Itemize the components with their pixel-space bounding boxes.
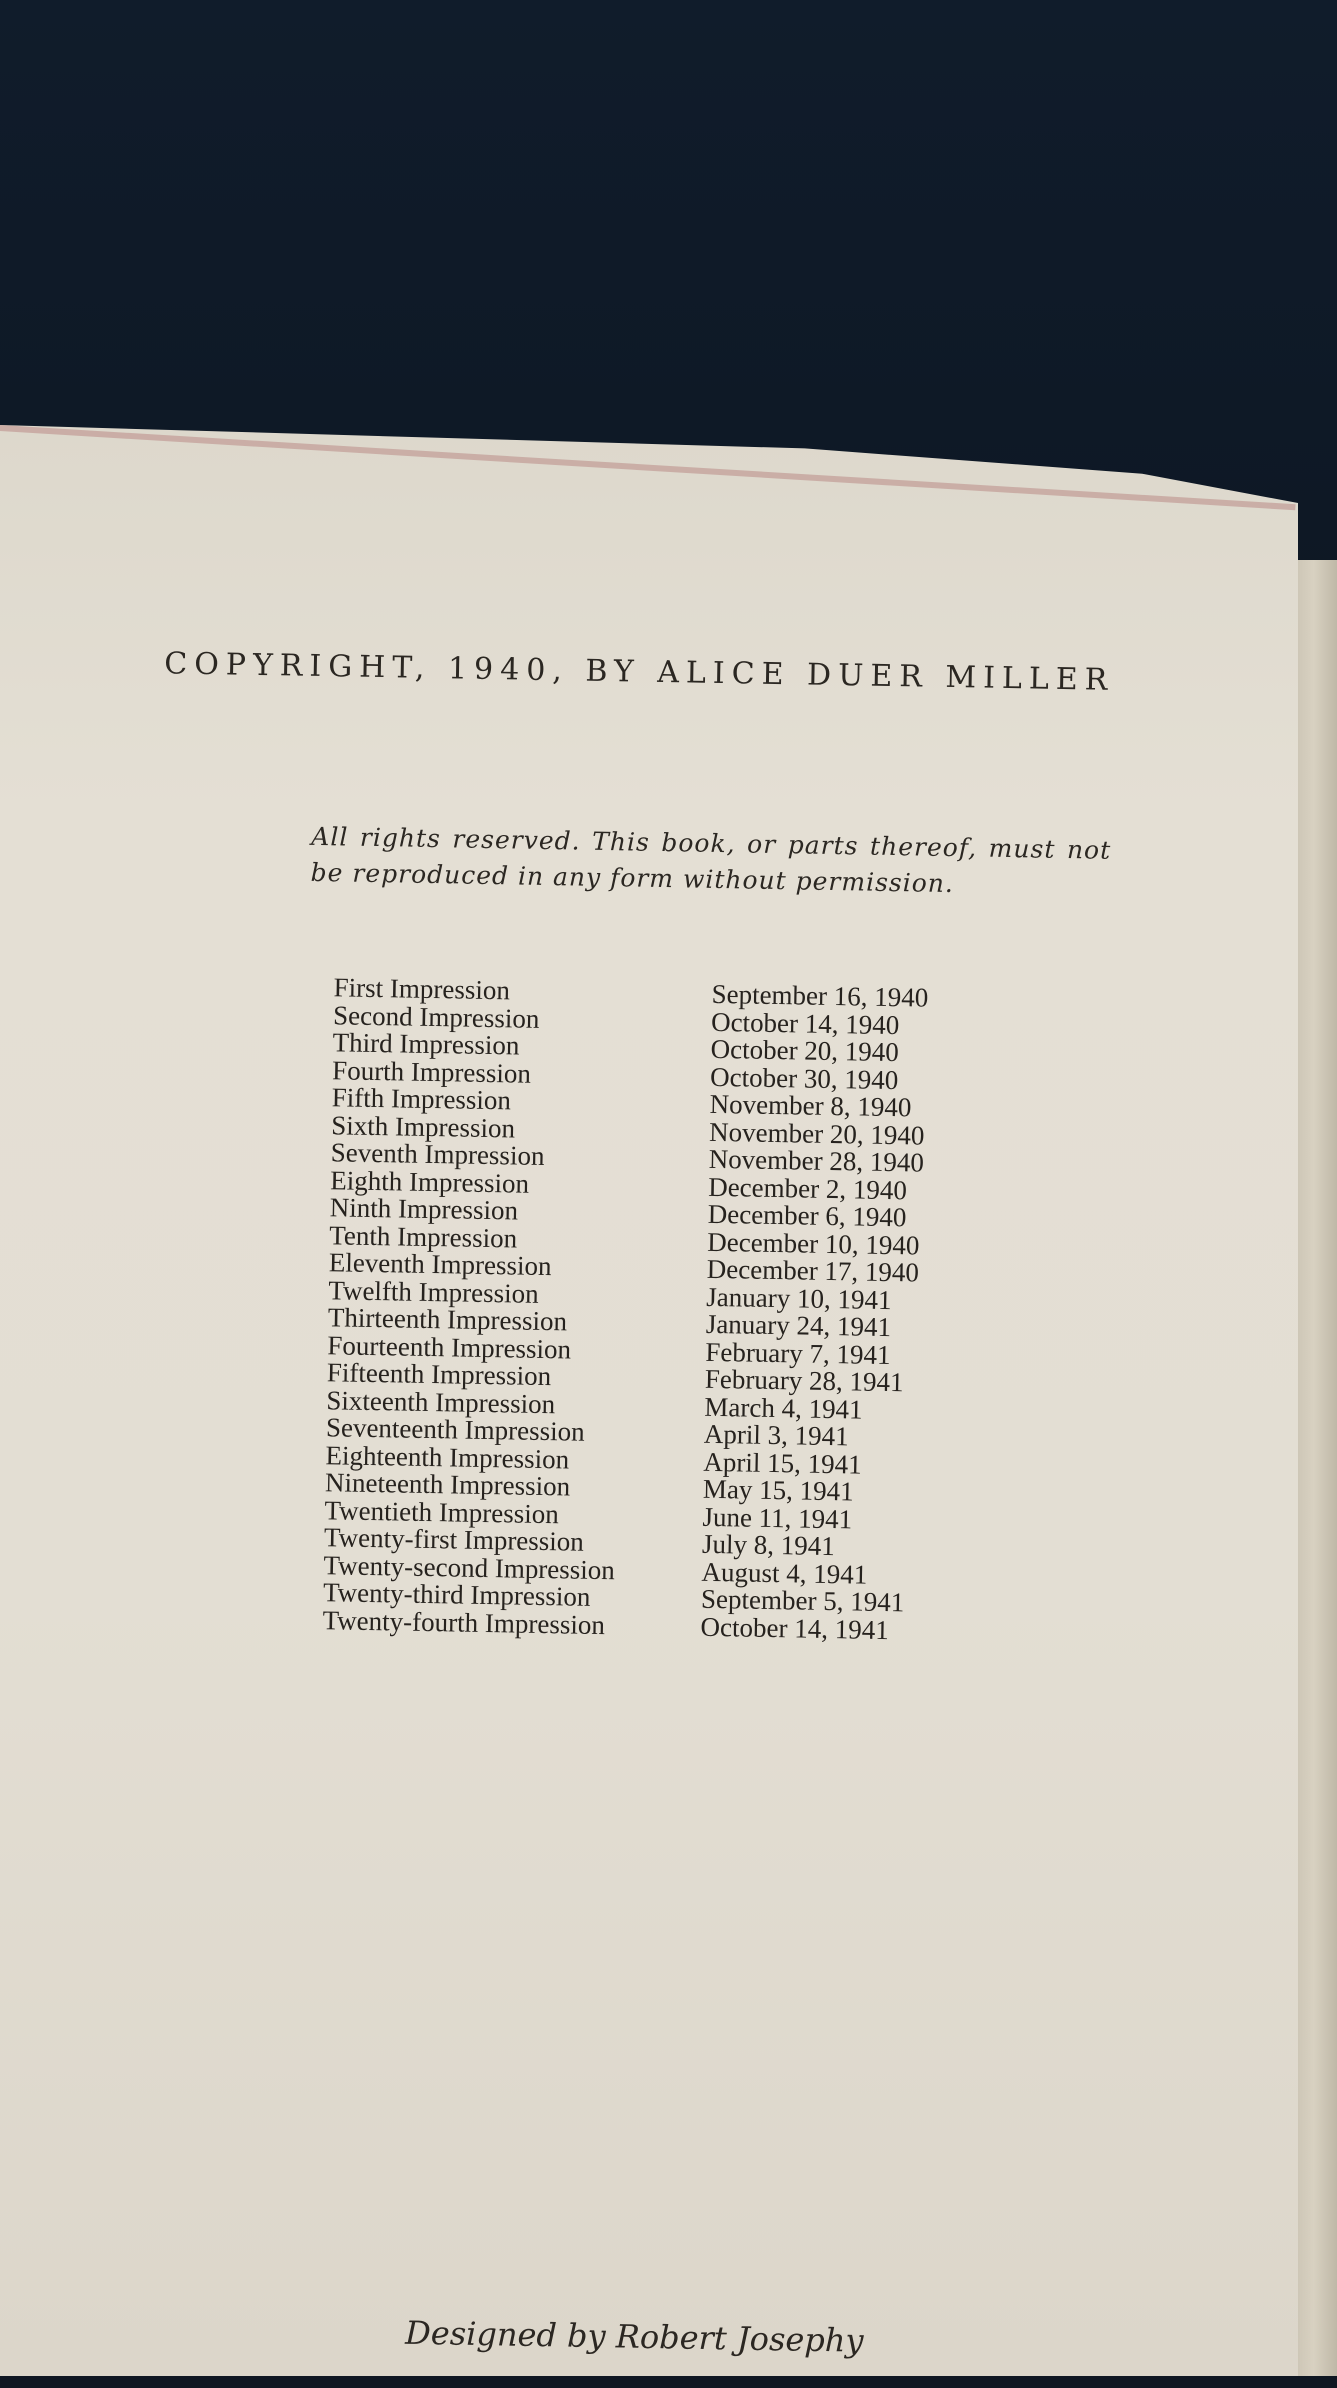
impression-name: Twenty-first Impression <box>323 1522 585 1557</box>
impression-date: February 7, 1941 <box>705 1336 891 1370</box>
impression-name: Fifteenth Impression <box>326 1357 552 1392</box>
copyright-line: COPYRIGHT, 1940, BY ALICE DUER MILLER <box>163 646 1115 698</box>
rights-notice: All rights reserved. This book, or parts thereof, must not be reproduced in any form without permission. <box>310 821 1112 899</box>
impression-date: December 2, 1940 <box>707 1171 908 1205</box>
impression-name: Twentieth Impression <box>324 1494 560 1529</box>
impression-name: Fourth Impression <box>331 1054 532 1089</box>
impression-name: Sixth Impression <box>331 1109 516 1143</box>
impression-date: January 24, 1941 <box>705 1308 892 1343</box>
impression-date: June 11, 1941 <box>702 1501 853 1534</box>
impression-name: Fifth Impression <box>331 1082 512 1116</box>
impression-date: October 14, 1941 <box>700 1611 890 1645</box>
impression-name: Third Impression <box>332 1027 520 1061</box>
impression-date: September 5, 1941 <box>700 1583 905 1618</box>
impression-name: First Impression <box>333 972 511 1006</box>
impression-name: Thirteenth Impression <box>327 1302 568 1337</box>
impression-name: Twelfth Impression <box>328 1274 539 1309</box>
designer-credit: Designed by Robert Josephy <box>404 2313 864 2360</box>
impression-date: July 8, 1941 <box>701 1528 836 1562</box>
impression-date: December 10, 1940 <box>707 1226 920 1261</box>
impression-name: Nineteenth Impression <box>324 1467 571 1502</box>
impression-date: March 4, 1941 <box>704 1391 863 1425</box>
impression-date: September 16, 1940 <box>711 978 929 1013</box>
impression-name: Eighth Impression <box>330 1164 530 1199</box>
impression-name: Twenty-third Impression <box>322 1577 591 1612</box>
impression-date: November 8, 1940 <box>709 1088 912 1123</box>
impression-date: April 15, 1941 <box>703 1446 862 1480</box>
impression-date: February 28, 1941 <box>704 1363 904 1398</box>
impression-date: May 15, 1941 <box>702 1473 854 1507</box>
impression-date: December 17, 1940 <box>706 1253 920 1288</box>
impression-date: October 20, 1940 <box>710 1033 900 1068</box>
impression-date: October 30, 1940 <box>709 1061 899 1095</box>
impression-name: Eleventh Impression <box>328 1247 552 1282</box>
impression-date: December 6, 1940 <box>707 1198 907 1233</box>
impression-name: Second Impression <box>332 999 540 1034</box>
impression-name: Tenth Impression <box>329 1219 518 1254</box>
impression-date: October 14, 1940 <box>710 1006 900 1040</box>
impression-name: Eighteenth Impression <box>325 1439 570 1474</box>
impressions-list <box>322 974 1013 1646</box>
impression-name: Ninth Impression <box>329 1192 519 1226</box>
impression-name: Seventeenth Impression <box>325 1412 585 1447</box>
impression-name: Twenty-second Impression <box>323 1549 616 1585</box>
impression-date: January 10, 1941 <box>706 1281 892 1315</box>
impression-date: November 28, 1940 <box>708 1143 925 1178</box>
impression-date: April 3, 1941 <box>703 1418 849 1452</box>
impression-date: November 20, 1940 <box>708 1116 925 1151</box>
impression-name: Seventh Impression <box>330 1137 545 1171</box>
impression-name: Sixteenth Impression <box>326 1384 556 1419</box>
impression-name: Twenty-fourth Impression <box>322 1604 606 1640</box>
impression-name: Fourteenth Impression <box>327 1329 572 1364</box>
impression-date: August 4, 1941 <box>701 1556 868 1590</box>
